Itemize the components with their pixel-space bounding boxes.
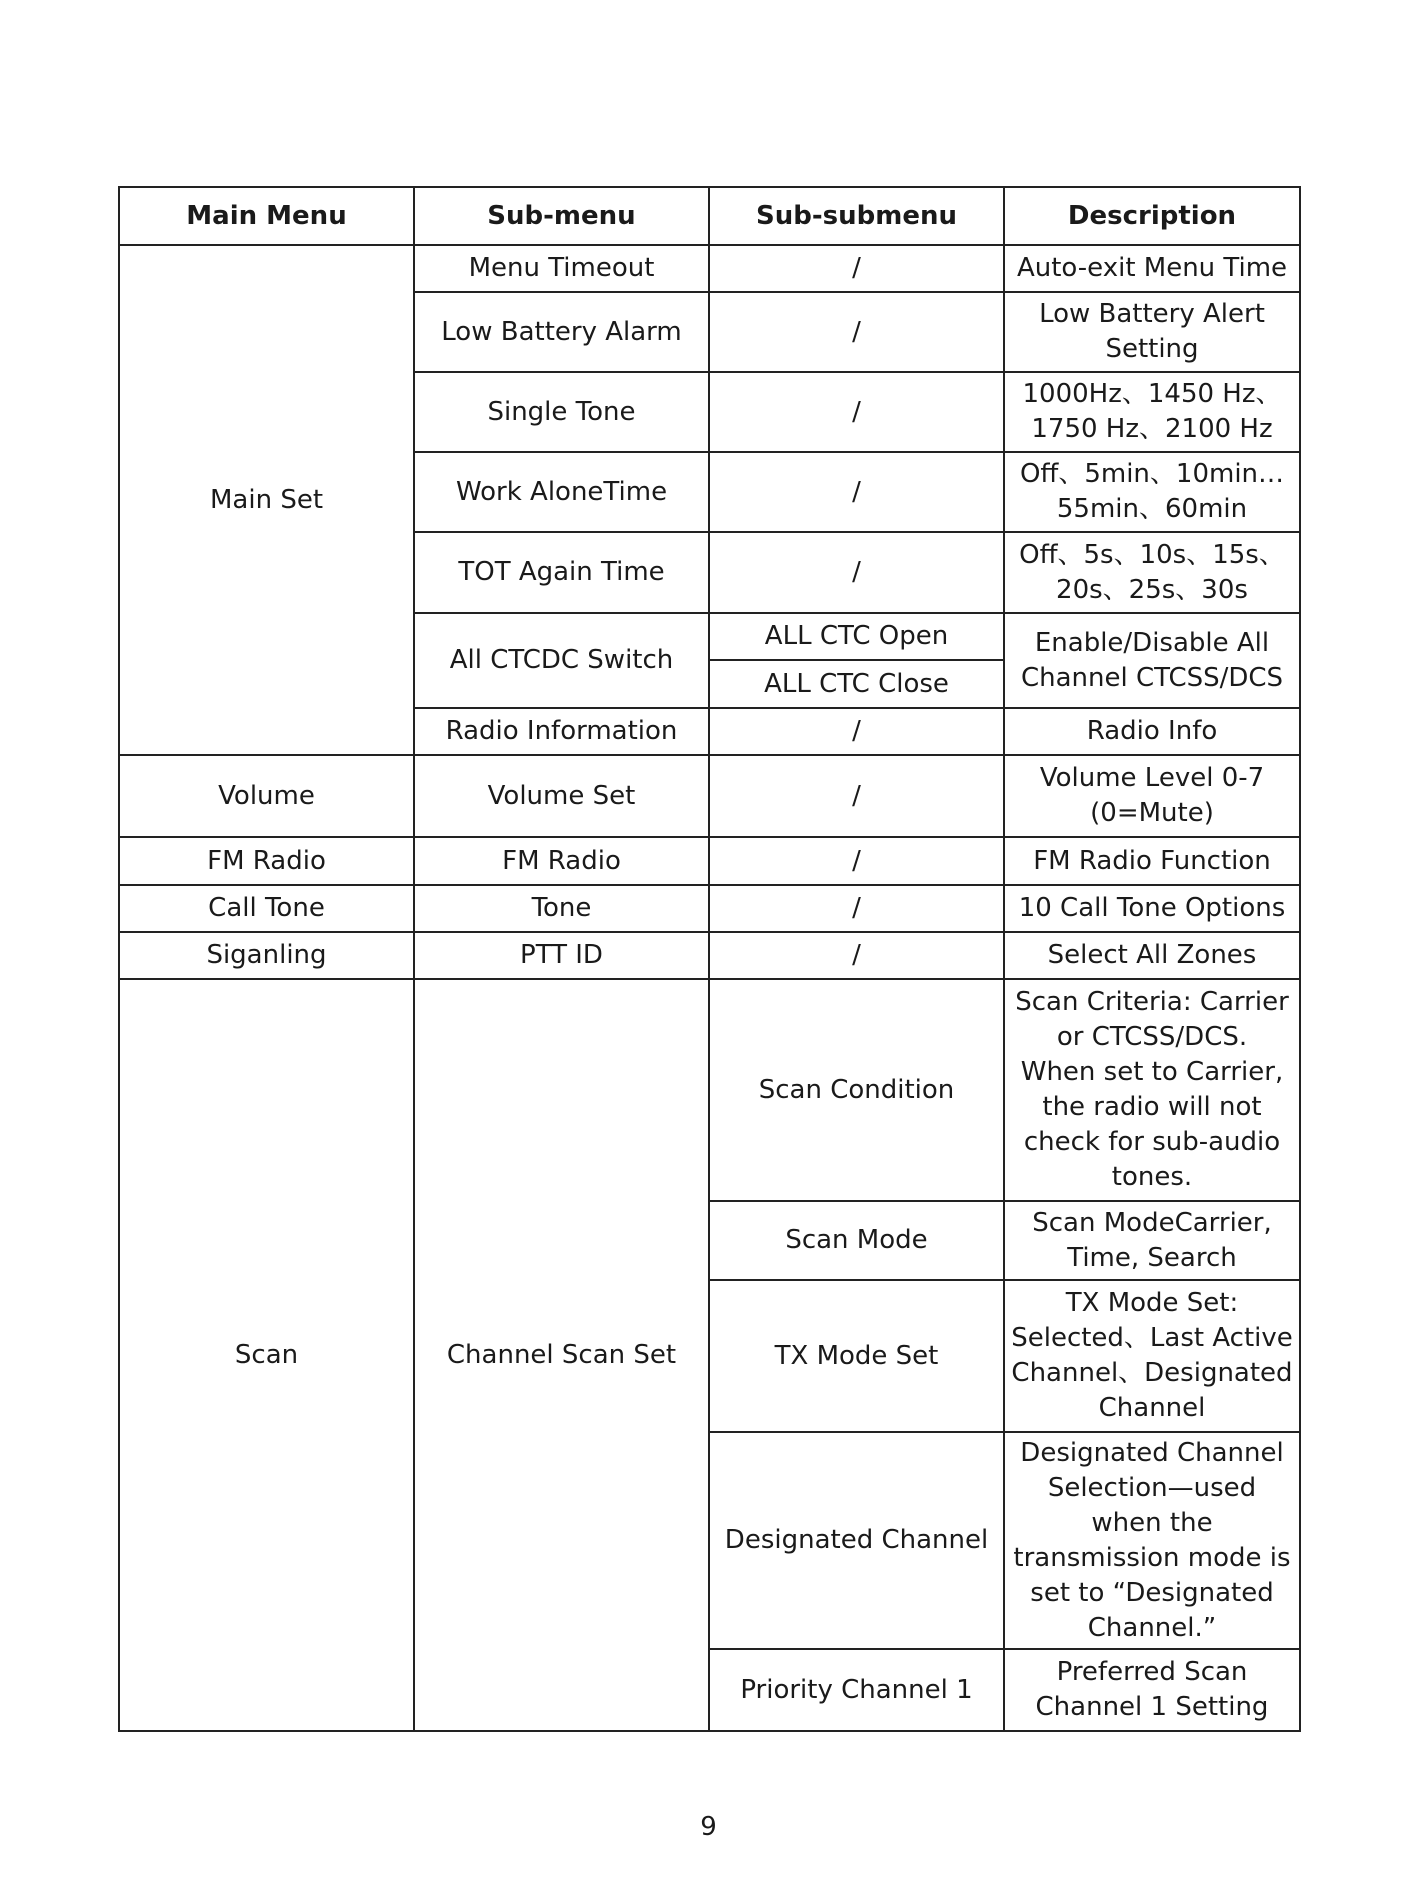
description-cell (1004, 452, 1300, 532)
main-menu-cell: Call Tone (119, 885, 414, 932)
sub-menu-cell: Tone (414, 885, 709, 932)
sub-menu-cell: Single Tone (414, 372, 709, 452)
desc-line: Channel.” (1087, 1612, 1217, 1643)
sub-menu-cell: Volume Set (414, 755, 709, 837)
table-row (119, 979, 1300, 1201)
sub-menu-cell: Menu Timeout (414, 245, 709, 292)
description-cell: Select All Zones (1004, 932, 1300, 979)
description-cell (1004, 1432, 1300, 1649)
desc-line: check for sub-audio (1023, 1127, 1281, 1157)
desc-line: Setting (1105, 334, 1199, 364)
description-cell (1004, 1280, 1300, 1432)
sub-submenu-cell: / (709, 932, 1004, 979)
sub-submenu-cell: / (709, 755, 1004, 837)
sub-menu-cell: PTT ID (414, 932, 709, 979)
sub-submenu-cell: Scan Condition (709, 979, 1004, 1201)
main-set-cell: Main Set (119, 245, 414, 755)
description-cell: 10 Call Tone Options (1004, 885, 1300, 932)
main-menu-cell: Siganling (119, 932, 414, 979)
sub-submenu-cell: TX Mode Set (709, 1280, 1004, 1432)
sub-menu-cell: Radio Information (414, 708, 709, 755)
menu-table (118, 186, 1301, 1732)
description-cell (1004, 292, 1300, 372)
description-cell (1004, 372, 1300, 452)
desc-line: when the (1091, 1507, 1213, 1538)
sub-submenu-cell: ALL CTC Close (709, 660, 1004, 708)
sub-submenu-cell: / (709, 837, 1004, 885)
table-row (119, 932, 1300, 979)
desc-line: Channel、Designated (1011, 1358, 1293, 1388)
sub-submenu-cell: / (709, 708, 1004, 755)
sub-submenu-cell: / (709, 532, 1004, 613)
desc-line: tones. (1111, 1162, 1193, 1192)
desc-line: Scan Criteria: Carrier (1015, 987, 1289, 1017)
sub-submenu-cell: / (709, 452, 1004, 532)
desc-line: Selected、Last Active (1011, 1323, 1293, 1353)
header-description: Description (1004, 187, 1300, 245)
table-row (119, 245, 1300, 292)
desc-line: Off、5min、10min… (1019, 459, 1285, 489)
header-main-menu: Main Menu (119, 187, 414, 245)
main-menu-cell: Volume (119, 755, 414, 837)
sub-menu-cell: TOT Again Time (414, 532, 709, 613)
table-row (119, 885, 1300, 932)
desc-line: transmission mode is (1013, 1542, 1291, 1573)
desc-line: Preferred Scan (1056, 1657, 1248, 1687)
header-sub-submenu: Sub-submenu (709, 187, 1004, 245)
main-menu-cell: Scan (119, 979, 414, 1731)
sub-menu-cell: Work AloneTime (414, 452, 709, 532)
table-row (119, 755, 1300, 837)
desc-line: Auto-exit Menu Time (1016, 253, 1288, 283)
description-cell: FM Radio Function (1004, 837, 1300, 885)
desc-line: Time, Search (1067, 1242, 1237, 1273)
description-cell (1004, 755, 1300, 837)
desc-line: 1000Hz、1450 Hz、 (1022, 379, 1282, 409)
sub-submenu-cell: Scan Mode (709, 1201, 1004, 1280)
desc-line: or CTCSS/DCS. (1056, 1022, 1248, 1052)
description-cell (1004, 613, 1300, 708)
desc-line: the radio will not (1042, 1092, 1262, 1122)
sub-submenu-cell: Priority Channel 1 (709, 1649, 1004, 1731)
sub-menu-cell: All CTCDC Switch (414, 613, 709, 708)
description-cell (1004, 245, 1300, 292)
desc-line: Channel (1098, 1393, 1206, 1423)
sub-menu-cell: Low Battery Alarm (414, 292, 709, 372)
sub-submenu-cell: / (709, 885, 1004, 932)
desc-line: Off、5s、10s、15s、 (1019, 539, 1285, 570)
desc-line: set to “Designated (1030, 1577, 1274, 1608)
sub-menu-cell: Channel Scan Set (414, 979, 709, 1731)
header-sub-menu: Sub-menu (414, 187, 709, 245)
desc-line: Volume Level 0-7 (1039, 763, 1265, 793)
table-row (119, 837, 1300, 885)
description-cell (1004, 1649, 1300, 1731)
main-menu-cell: FM Radio (119, 837, 414, 885)
desc-line: 20s、25s、30s (1056, 574, 1248, 605)
sub-submenu-cell: ALL CTC Open (709, 613, 1004, 660)
desc-line: Selection—used (1047, 1472, 1257, 1503)
desc-line: Channel CTCSS/DCS (1020, 662, 1284, 693)
description-cell (1004, 532, 1300, 613)
sub-submenu-cell: / (709, 245, 1004, 292)
desc-line: Channel 1 Setting (1035, 1692, 1269, 1722)
description-cell (1004, 708, 1300, 755)
desc-line: 55min、60min (1056, 494, 1248, 524)
sub-menu-cell: FM Radio (414, 837, 709, 885)
desc-line: When set to Carrier, (1020, 1057, 1284, 1087)
page-number: 9 (700, 1812, 717, 1842)
sub-submenu-cell: / (709, 372, 1004, 452)
desc-line: Designated Channel (1020, 1437, 1284, 1468)
desc-line: 1750 Hz、2100 Hz (1031, 414, 1273, 444)
desc-line: Radio Info (1086, 716, 1218, 746)
desc-line: Enable/Disable All (1034, 627, 1270, 658)
desc-line: Scan ModeCarrier, (1032, 1207, 1272, 1238)
description-cell (1004, 1201, 1300, 1280)
sub-submenu-cell: / (709, 292, 1004, 372)
desc-line: (0=Mute) (1090, 798, 1214, 828)
sub-submenu-cell: Designated Channel (709, 1432, 1004, 1649)
desc-line: TX Mode Set: (1065, 1288, 1239, 1318)
description-cell (1004, 979, 1300, 1201)
header-row (119, 187, 1300, 245)
desc-line: Low Battery Alert (1039, 299, 1265, 329)
